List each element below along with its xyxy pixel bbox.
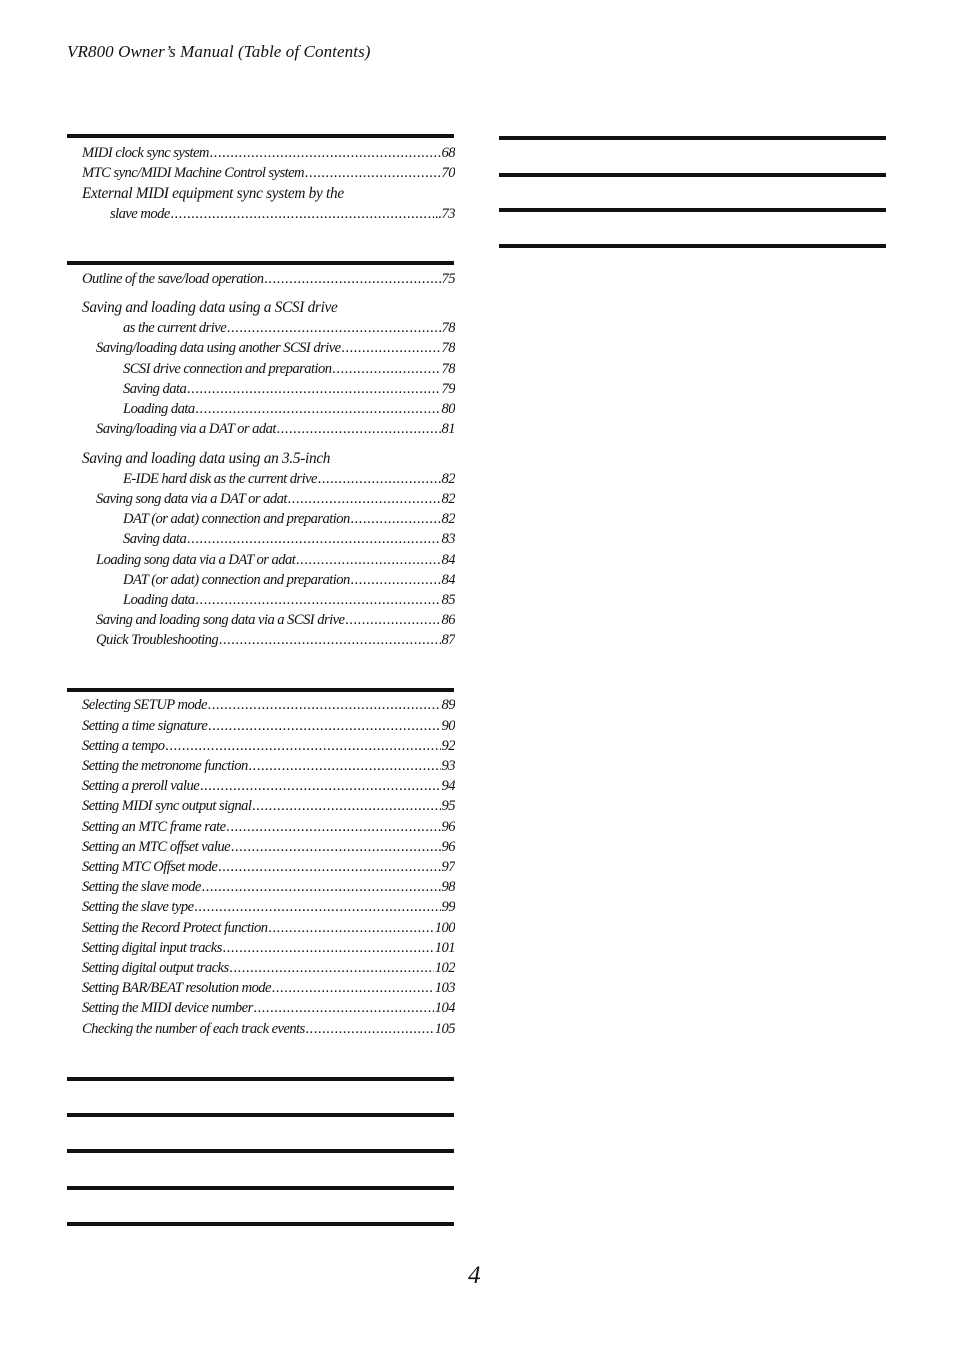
dot-leader [351,509,441,529]
toc-entry-page: 96 [441,839,455,855]
toc-entry[interactable] [82,796,455,816]
toc-entry-page: 96 [441,819,455,835]
toc-entry-title: Setting the MIDI device number [82,1000,253,1016]
toc-entry-page: 80 [441,401,455,417]
dot-leader [277,419,441,439]
dot-leader [218,857,440,877]
dot-leader [333,359,441,379]
toc-entry-title: MTC sync/MIDI Machine Control system [82,165,305,181]
dot-leader [231,837,440,857]
dot-leader [202,877,441,897]
toc-entry[interactable] [96,489,455,509]
toc-entry[interactable] [123,529,455,549]
dot-leader [351,570,441,590]
dot-leader [219,630,440,650]
toc-entry-title: SCSI drive connection and preparation [123,361,332,377]
toc-entry[interactable] [82,998,455,1018]
toc-entry-page: 94 [441,778,455,794]
toc-entry[interactable] [82,817,455,837]
toc-entry-page: 75 [441,271,455,287]
toc-entry-page: 102 [434,960,455,976]
toc-entry-title: Saving and loading song data via a SCSI drive [96,612,345,628]
dot-leader [210,143,441,163]
toc-entry-title: Setting MTC Offset mode [82,859,218,875]
toc-entry[interactable] [82,897,455,917]
toc-entry-page: 99 [441,899,455,915]
toc-entry-page: 98 [441,879,455,895]
section-rule-empty-4 [67,1186,454,1190]
dot-leader [223,938,434,958]
toc-entry[interactable] [123,318,455,338]
toc-entry-page: 78 [441,340,455,356]
toc-entry-title: Setting a preroll value [82,778,200,794]
dot-leader [296,550,440,570]
toc-entry[interactable] [96,610,455,630]
toc-entry-title: DAT (or adat) connection and preparation [123,572,350,588]
toc-entry-title: Loading data [123,401,195,417]
toc-entry[interactable] [82,938,455,958]
toc-entry-title: Saving/loading data using another SCSI drive [96,340,341,356]
toc-entry-title: Quick Troubleshooting [96,632,219,648]
toc-entry-page: 103 [434,980,455,996]
dot-leader [249,756,441,776]
toc-entry-page: 92 [441,738,455,754]
toc-entry-page: 83 [441,531,455,547]
toc-entry-page: 81 [441,421,455,437]
toc-entry[interactable] [82,716,455,736]
toc-entry-page: 93 [441,758,455,774]
toc-entry[interactable] [123,570,455,590]
document-header: VR800 Owner’s Manual (Table of Contents) [67,42,371,61]
toc-entry-title: Setting the metronome function [82,758,248,774]
toc-entry[interactable] [82,958,455,978]
toc-entry[interactable] [82,143,455,163]
toc-entry-title: Outline of the save/load operation [82,271,264,287]
toc-entry-page: 85 [441,592,455,608]
toc-entry-page: 82 [441,491,455,507]
toc-entry-title: Setting the slave mode [82,879,201,895]
toc-entry[interactable] [123,399,455,419]
section-rule-sync [67,134,454,138]
toc-entry-title: Saving song data via a DAT or adat [96,491,287,507]
toc-entry-page: 90 [441,718,455,734]
toc-entry[interactable] [82,918,455,938]
toc-entry-page: 87 [441,632,455,648]
toc-entry-heading: Saving and loading data using a SCSI drive [82,299,338,316]
toc-entry-page: 68 [441,145,455,161]
toc-entry-title: Setting an MTC frame rate [82,819,226,835]
dot-leader [254,998,434,1018]
toc-entry[interactable] [123,469,455,489]
toc-entry-title: Checking the number of each track events [82,1021,305,1037]
toc-entry-title: Setting a tempo [82,738,165,754]
toc-entry-title: Saving/loading via a DAT or adat [96,421,276,437]
toc-entry-title: slave mode [110,206,170,222]
dot-leader [187,529,440,549]
toc-entry-title: Setting the Record Protect function [82,920,268,936]
dot-leader [200,776,440,796]
toc-entry[interactable] [110,204,455,224]
toc-entry[interactable] [82,837,455,857]
toc-entry-title: Setting digital input tracks [82,940,222,956]
toc-entry-title: Setting MIDI sync output signal [82,798,252,814]
toc-entry[interactable] [123,359,455,379]
dot-leader [196,399,441,419]
toc-entry[interactable] [82,877,455,897]
right-section-rule-2 [499,173,886,177]
dot-leader [306,1019,434,1039]
section-rule-empty-1 [67,1077,454,1081]
toc-entry-page: 84 [441,552,455,568]
toc-entry[interactable] [96,338,455,358]
toc-entry-page: 100 [434,920,455,936]
right-section-rule-3 [499,208,886,212]
section-rule-saveload [67,261,454,265]
toc-entry[interactable] [96,419,455,439]
toc-entry-page: 82 [441,471,455,487]
toc-entry-title: E-IDE hard disk as the current drive [123,471,317,487]
toc-entry-page: 82 [441,511,455,527]
dot-leader [272,978,434,998]
toc-entry-page: ..73 [435,206,455,222]
toc-entry-page: 97 [441,859,455,875]
dot-leader [166,736,441,756]
toc-entry[interactable] [82,269,455,289]
dot-leader [227,318,440,338]
toc-entry-page: 84 [441,572,455,588]
toc-entry[interactable] [123,590,455,610]
dot-leader [187,379,440,399]
toc-entry-page: 101 [434,940,455,956]
toc-entry[interactable] [82,163,455,183]
dot-leader [265,269,441,289]
toc-entry-title: MIDI clock sync system [82,145,209,161]
dot-leader [171,204,435,224]
toc-entry-title: as the current drive [123,320,227,336]
dot-leader [318,469,441,489]
toc-entry[interactable] [82,776,455,796]
dot-leader [288,489,441,509]
toc-entry-page: 78 [441,320,455,336]
toc-entry-title: Setting BAR/BEAT resolution mode [82,980,271,996]
toc-entry-title: Setting an MTC offset value [82,839,231,855]
section-rule-setup [67,688,454,692]
toc-entry[interactable] [82,695,455,715]
toc-entry[interactable] [82,1019,455,1039]
dot-leader [195,897,441,917]
section-rule-empty-2 [67,1113,454,1117]
section-rule-empty-5 [67,1222,454,1226]
dot-leader [342,338,441,358]
toc-entry[interactable] [82,857,455,877]
dot-leader [208,716,440,736]
toc-entry[interactable] [123,509,455,529]
toc-entry-title: Setting digital output tracks [82,960,229,976]
toc-entry-heading: External MIDI equipment sync system by the [82,185,344,202]
dot-leader [227,817,441,837]
dot-leader [208,695,441,715]
dot-leader [305,163,440,183]
toc-entry-page: 104 [434,1000,455,1016]
toc-entry-heading: Saving and loading data using an 3.5-inch [82,450,331,467]
toc-entry[interactable] [96,550,455,570]
toc-entry-title: Loading data [123,592,195,608]
page-number: 4 [468,1262,481,1289]
toc-entry-title: Setting the slave type [82,899,194,915]
toc-entry[interactable] [82,978,455,998]
toc-entry-title: Loading song data via a DAT or adat [96,552,296,568]
dot-leader [269,918,434,938]
toc-entry-title: Selecting SETUP mode [82,697,207,713]
dot-leader [230,958,434,978]
toc-entry-page: 105 [434,1021,455,1037]
toc-entry-page: 79 [441,381,455,397]
toc-entry-page: 86 [441,612,455,628]
toc-entry-page: 89 [441,697,455,713]
toc-entry-page: 95 [441,798,455,814]
toc-entry-title: DAT (or adat) connection and preparation [123,511,350,527]
dot-leader [196,590,441,610]
toc-entry-title: Saving data [123,531,187,547]
toc-entry[interactable] [123,379,455,399]
right-section-rule-1 [499,136,886,140]
dot-leader [345,610,440,630]
toc-entry[interactable] [82,756,455,776]
toc-entry[interactable] [96,630,455,650]
toc-entry-page: 70 [441,165,455,181]
toc-entry[interactable] [82,736,455,756]
dot-leader [252,796,440,816]
right-section-rule-4 [499,244,886,248]
toc-entry-title: Setting a time signature [82,718,208,734]
section-rule-empty-3 [67,1149,454,1153]
toc-entry-title: Saving data [123,381,187,397]
toc-entry-page: 78 [441,361,455,377]
